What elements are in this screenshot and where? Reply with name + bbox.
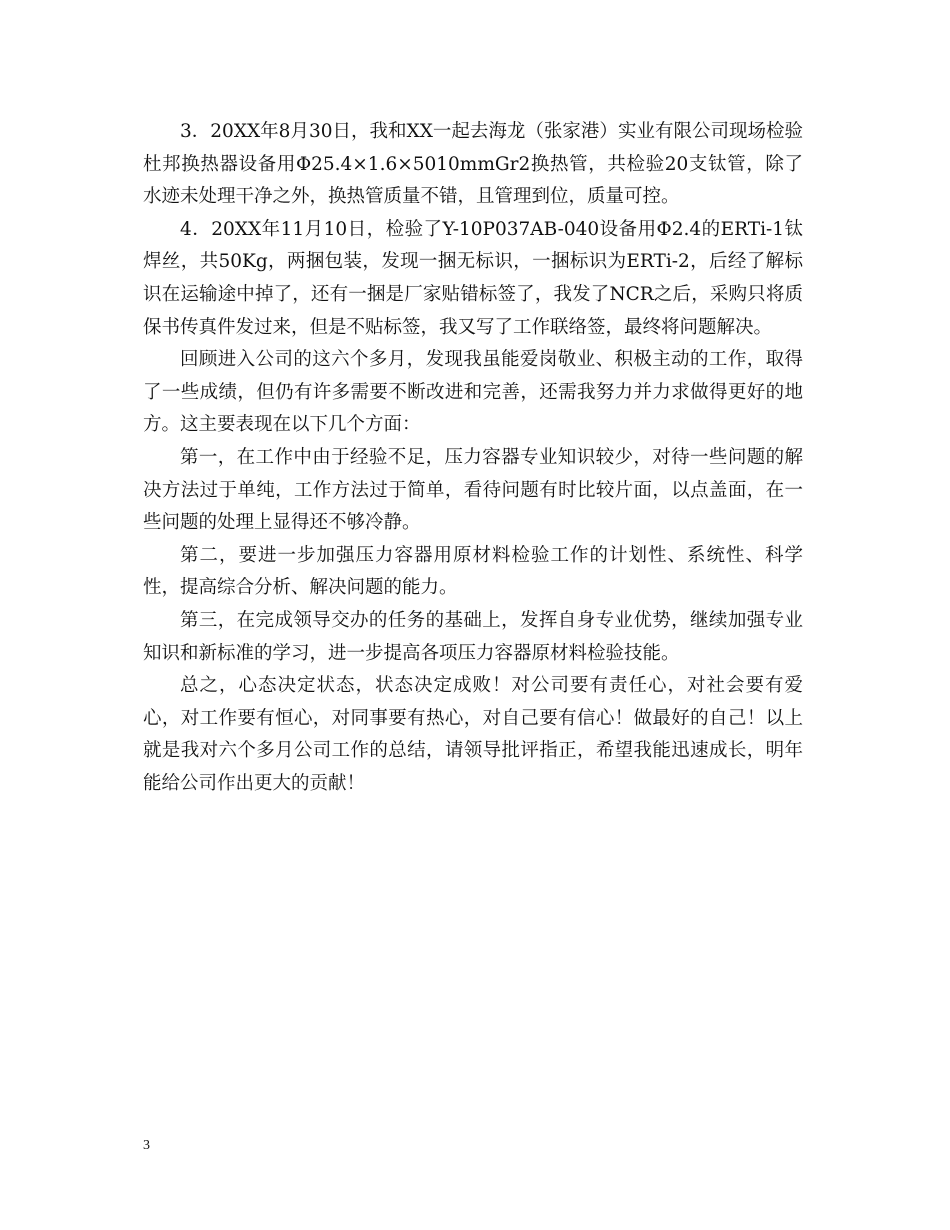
paragraph-inspection-item-3: 3．20XX年8月30日，我和XX一起去海龙（张家港）实业有限公司现场检验杜邦换热器设备用Φ25.4×1.6×5010mmGr2换热管，共检验20支钛管，除了水迹未处理干净之外，换热管质量不错，且管理到位，质量可控。 [143, 121, 803, 208]
paragraph-second-point: 第二，要进一步加强压力容器用原材料检验工作的计划性、系统性、科学性，提高综合分析、解决问题的能力。 [143, 544, 803, 599]
paragraph-conclusion: 总之，心态决定状态，状态决定成败！对公司要有责任心，对社会要有爱心，对工作要有恒心，对同事要有热心，对自己要有信心！做最好的自己！以上就是我对六个多月公司工作的总结，请领导批评指正，希望我能迅速成长，明年能给公司作出更大的贡献！ [143, 675, 803, 794]
paragraph-inspection-item-4: 4．20XX年11月10日，检验了Y-10P037AB-040设备用Φ2.4的ERTi-1钛焊丝，共50Kg，两捆包装，发现一捆无标识，一捆标识为ERTi-2，后经了解标识在运输途中掉了，还有一捆是厂家贴错标签了，我发了NCR之后，采购只将质保书传真件发过来，但是不贴标签，我又写了工作联络签，最终将问题解决。 [143, 218, 803, 338]
paragraph-review: 回顾进入公司的这六个多月，发现我虽能爱岗敬业、积极主动的工作，取得了一些成绩，但仍有许多需要不断改进和完善，还需我努力并力求做得更好的地方。这主要表现在以下几个方面： [143, 349, 803, 436]
paragraph-third-point: 第三，在完成领导交办的任务的基础上，发挥自身专业优势，继续加强专业知识和新标准的学习，进一步提高各项压力容器原材料检验技能。 [143, 609, 803, 664]
page-number: 3 [143, 1138, 150, 1153]
document-body [143, 116, 803, 800]
paragraph-first-point: 第一，在工作中由于经验不足，压力容器专业知识较少，对待一些问题的解决方法过于单纯，工作方法过于简单，看待问题有时比较片面，以点盖面，在一些问题的处理上显得还不够冷静。 [143, 446, 803, 534]
